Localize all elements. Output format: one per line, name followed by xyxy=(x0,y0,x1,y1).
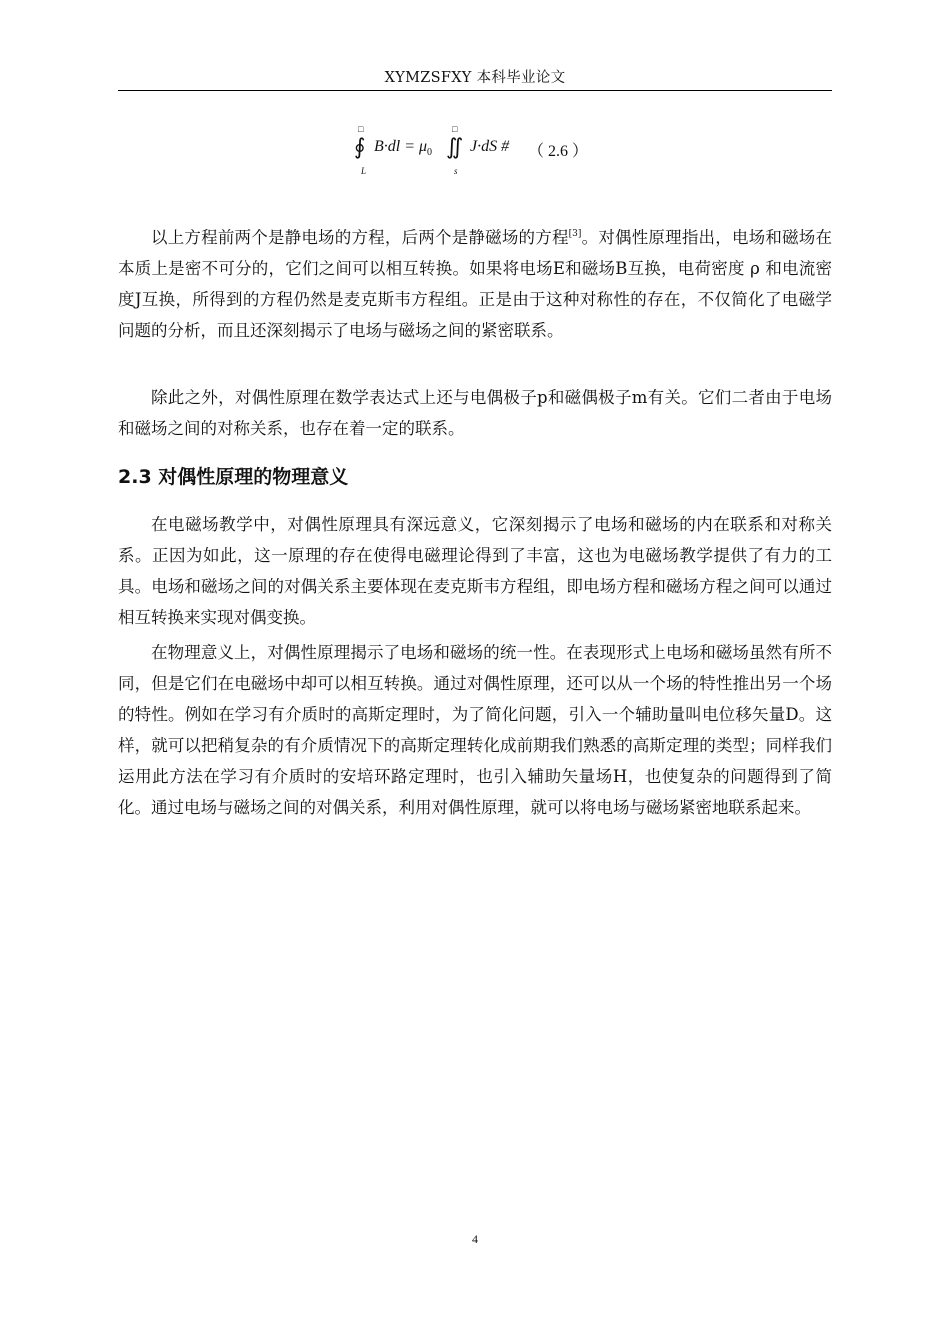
section-heading-2-3: 2.3 对偶性原理的物理意义 xyxy=(118,466,349,488)
mu-subscript: 0 xyxy=(427,147,433,159)
surface-integral-symbol: ∬ xyxy=(446,134,464,159)
paragraph-static-fields xyxy=(118,222,832,346)
citation-3: [3] xyxy=(568,229,582,239)
placeholder-box: □ xyxy=(358,124,364,134)
header-rule xyxy=(118,90,832,91)
lhs-expression: $B\cdot dl = \mu_0$ xyxy=(374,138,433,159)
paragraph-teaching-significance: 在电磁场教学中，对偶性原理具有深远意义，它深刻揭示了电场和磁场的内在联系和对称关系。正因为如此，这一原理的存在使得电磁理论得到了丰富，这也为电磁场教学提供了有力的工具。电场和磁场之间的对偶关系主要体现在麦克斯韦方程组，即电场方程和磁场方程之间可以通过相互转换来实现对偶变换。 xyxy=(118,515,832,627)
paragraph-text: 以上方程前两个是静电场的方程，后两个是静磁场的方程 xyxy=(151,228,569,247)
rhs-expression: J·dS # xyxy=(470,138,510,155)
paragraph-physical-meaning: 在物理意义上，对偶性原理揭示了电场和磁场的统一性。在表现形式上电场和磁场虽然有所不同，但是它们在电磁场中却可以相互转换。通过对偶性原理，还可以从一个场的特性推出另一个场的特性。例如在学习有介质时的高斯定理时，为了简化问题，引入一个辅助量叫电位移矢量D。这样，就可以把稍复杂的有介质情况下的高斯定理转化成前期我们熟悉的高斯定理的类型；同样我们运用此方法在学习有介质时的安培环路定理时，也引入辅助矢量场H，也使复杂的问题得到了简化。通过电场与磁场之间的对偶关系，利用对偶性原理，就可以将电场与磁场紧密地联系起来。 xyxy=(118,643,832,817)
lhs-subscript: L xyxy=(361,166,367,176)
running-header: XYMZSFXY 本科毕业论文 xyxy=(384,70,566,86)
equation-2-6 xyxy=(330,124,630,184)
placeholder-box-2: □ xyxy=(452,124,458,134)
equation-number: （ 2.6 ） xyxy=(528,143,589,160)
rhs-subscript: s xyxy=(454,166,458,176)
contour-integral-symbol: ∮ xyxy=(354,134,366,159)
page-number: 4 xyxy=(472,1232,478,1246)
paragraph-dipoles: 除此之外，对偶性原理在数学表达式上还与电偶极子p和磁偶极子m有关。它们二者由于电场和磁场之间的对称关系，也存在着一定的联系。 xyxy=(118,388,832,438)
paragraph-text-rest: 。对偶性原理指出，电场和磁场在本质上是密不可分的，它们之间可以相互转换。如果将电场E和磁场B互换，电荷密度 ρ 和电流密度J互换，所得到的方程仍然是麦克斯韦方程组。正是由于这种对称性的存在，不仅简化了电磁学问题的分析，而且还深刻揭示了电场与磁场之间的紧密联系。 xyxy=(118,228,833,340)
